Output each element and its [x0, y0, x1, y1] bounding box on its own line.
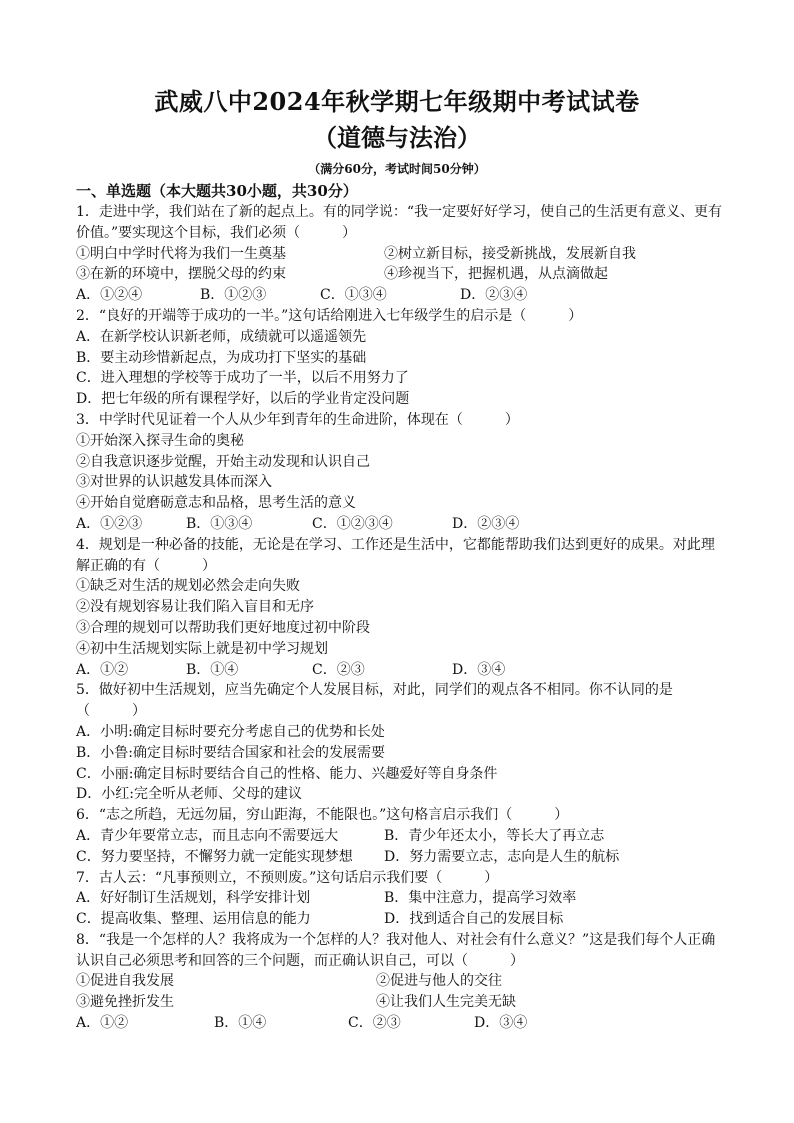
question-5-option-b: B．小鲁:确定目标时要结合国家和社会的发展需要 — [76, 744, 386, 761]
question-8-stem: 8．“我是一个怎样的人？我将成为一个怎样的人？我对他人、对社会有什么意义？”这是我们每个人正确认识自己必须思考和回答的三个问题，而正确认识自己，可以（ ） — [76, 931, 716, 969]
question-4-options — [76, 660, 724, 681]
question-2-option-d: D．把七年级的所有课程学好，以后的学业肯定没问题 — [76, 391, 410, 408]
question-1-statement-1: ①明白中学时代将为我们一生奠基 — [76, 245, 286, 262]
question-7-option-a: A．好好制订生活规划，科学安排计划 — [76, 890, 311, 907]
question-8-option-b: B．①④ — [214, 1015, 267, 1032]
exam-title: 武威八中2024年秋学期七年级期中考试试卷 — [154, 87, 640, 116]
question-2-option-b: B．要主动珍惜新起点，为成功打下坚实的基础 — [76, 349, 367, 366]
question-4-statement-2: ②没有规划容易让我们陷入盲目和无序 — [76, 599, 314, 616]
question-3-option-a: A．①②③ — [76, 515, 143, 532]
exam-subject: （道德与法治） — [313, 123, 481, 152]
question-1-option-b: B．①②③ — [200, 287, 267, 304]
question-1-option-c: C．①③④ — [320, 287, 387, 304]
question-2-option-a: A．在新学校认识新老师，成绩就可以遥遥领先 — [76, 328, 367, 345]
question-3-statement-3: ③对世界的认识越发具体而深入 — [76, 474, 272, 491]
question-8-statement-3: ③避免挫折发生 — [76, 994, 174, 1011]
question-3-stem: 3．中学时代见证着一个人从少年到青年的生命进阶，体现在（ ） — [76, 411, 519, 428]
question-3-option-c: C．①②③④ — [312, 515, 393, 532]
question-3-statement-1: ①开始深入探寻生命的奥秘 — [76, 432, 244, 449]
question-1-statement-4: ④珍视当下，把握机遇，从点滴做起 — [384, 266, 608, 283]
question-6-option-b: B．青少年还太小，等长大了再立志 — [384, 827, 605, 844]
question-7-option-d: D．找到适合自己的发展目标 — [384, 911, 564, 928]
question-7-options-row1 — [76, 888, 724, 909]
question-1-option-a: A．①②④ — [76, 287, 143, 304]
question-8-option-d: D．③④ — [474, 1015, 528, 1032]
question-4-statement-4: ④初中生活规划实际上就是初中学习规划 — [76, 640, 328, 657]
question-4-option-d: D．③④ — [452, 661, 506, 678]
question-2-option-c: C．进入理想的学校等于成功了一半，以后不用努力了 — [76, 370, 409, 387]
question-6-options-row1 — [76, 826, 724, 847]
question-6-options-row2 — [76, 847, 724, 868]
question-1-statement-2: ②树立新目标，接受新挑战，发展新自我 — [384, 245, 636, 262]
question-1-option-d: D．②③④ — [460, 287, 528, 304]
question-7-option-c: C．提高收集、整理、运用信息的能力 — [76, 911, 311, 928]
question-6-stem: 6．“志之所趋，无远勿届，穷山距海，不能限也。”这句格言启示我们（ ） — [76, 807, 569, 824]
question-4-statement-3: ③合理的规划可以帮助我们更好地度过初中阶段 — [76, 619, 370, 636]
question-8-statement-1: ①促进自我发展 — [76, 973, 174, 990]
question-1-stem: 1．走进中学，我们站在了新的起点上。有的同学说：“我一定要好好学习，使自己的生活更有意义、更有价值。”要实现这个目标，我们必须（ ） — [76, 204, 723, 241]
question-3-statement-2: ②自我意识逐步觉醒，开始主动发现和认识自己 — [76, 453, 370, 470]
question-8-statements-row1 — [76, 971, 724, 992]
question-8-option-c: C．②③ — [348, 1015, 401, 1032]
question-2-stem: 2．“良好的开端等于成功的一半。”这句话给刚进入七年级学生的启示是（ ） — [76, 307, 583, 324]
question-4-option-a: A．①② — [76, 661, 129, 678]
question-5-stem: 5．做好初中生活规划，应当先确定个人发展目标，对此，同学们的观点各不相同。你不认同的是（ ） — [76, 682, 673, 720]
question-5-option-d: D．小红:完全听从老师、父母的建议 — [76, 786, 302, 803]
question-8-statement-4: ④让我们人生完美无缺 — [376, 994, 516, 1011]
question-4-option-c: C．②③ — [312, 661, 365, 678]
exam-info: （满分60分，考试时间50分钟） — [308, 162, 486, 176]
question-8-statements-row2 — [76, 992, 724, 1013]
question-6-option-c: C．努力要坚持，不懈努力就一定能实现梦想 — [76, 848, 353, 865]
question-3-option-d: D．②③④ — [452, 515, 520, 532]
question-6-option-a: A．青少年要常立志，而且志向不需要远大 — [76, 827, 339, 844]
question-3-option-b: B．①③④ — [186, 515, 253, 532]
question-1-statement-3: ③在新的环境中，摆脱父母的约束 — [76, 266, 286, 283]
question-6-option-d: D．努力需要立志，志向是人生的航标 — [384, 848, 620, 865]
question-1-statements-row1 — [76, 244, 724, 265]
section-heading: 一、单选题（本大题共30小题，共30分） — [76, 182, 358, 200]
question-3-statement-4: ④开始自觉磨砺意志和品格，思考生活的意义 — [76, 495, 356, 512]
question-4-option-b: B．①④ — [186, 661, 239, 678]
question-7-options-row2 — [76, 909, 724, 930]
question-list — [76, 202, 724, 1034]
question-7-option-b: B．集中注意力，提高学习效率 — [384, 890, 577, 907]
question-3-options — [76, 514, 724, 535]
question-5-option-c: C．小丽:确定目标时要结合自己的性格、能力、兴趣爱好等自身条件 — [76, 765, 498, 782]
question-1-statements-row2 — [76, 264, 724, 285]
question-4-stem: 4．规划是一种必备的技能，无论是在学习、工作还是生活中，它都能帮助我们达到更好的成果。对此理解正确的有（ ） — [76, 536, 715, 574]
question-4-statement-1: ①缺乏对生活的规划必然会走向失败 — [76, 578, 300, 595]
question-8-statement-2: ②促进与他人的交往 — [376, 973, 502, 990]
question-8-option-a: A．①② — [76, 1015, 129, 1032]
question-8-options — [76, 1013, 724, 1034]
question-1-options — [76, 285, 724, 306]
question-5-option-a: A．小明:确定目标时要充分考虑自己的优势和长处 — [76, 723, 385, 740]
question-7-stem: 7．古人云：“凡事预则立，不预则废。”这句话启示我们要（ ） — [76, 869, 499, 886]
